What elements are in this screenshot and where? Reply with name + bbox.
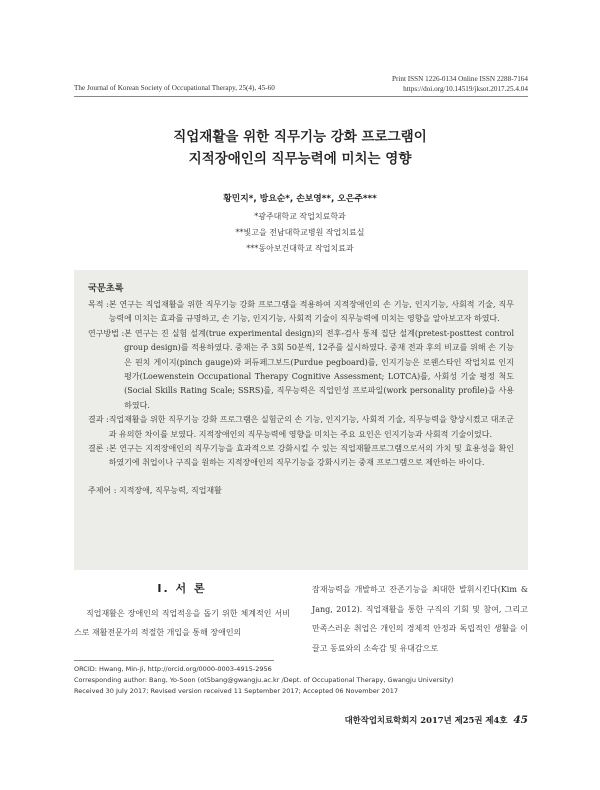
section-heading-introduction: Ⅰ. 서 론 xyxy=(157,582,207,595)
abstract-methods-label: 연구방법 : xyxy=(88,328,125,338)
footnote-divider xyxy=(74,660,274,661)
issn-text: Print ISSN 1226-0134 Online ISSN 2288-7164 xyxy=(392,75,528,83)
footer-journal: 대한작업치료학회지 2017년 제25권 제4호 xyxy=(344,715,508,725)
footnote-dates: Received 30 July 2017; Revised version received 11 September 2017; Accepted 06 November 2017 xyxy=(74,687,399,695)
body-column-right xyxy=(312,580,528,658)
affiliation-list xyxy=(0,209,600,257)
body-paragraph-right: 잠재능력을 개발하고 잔존기능을 최대한 발휘시킨다(Kim & Jang, 2012). 직업재활을 통한 구직의 기회 및 참여, 그리고 만족스러운 취업은 개인의 경제적 안정과 독립적인 생활을 이끌고 동료와의 소속감 및 유대감으로 xyxy=(312,585,528,653)
abstract-conclusion xyxy=(88,442,514,471)
header-divider xyxy=(74,96,528,97)
footnote-corresponding: Corresponding author: Bang, Yo-Soon (ot5bang@gwangju.ac.kr /Dept. of Occupational Therapy, Gwangju University) xyxy=(74,676,454,684)
doi-link[interactable]: https://doi.org/10.14519/jksot.2017.25.4.04 xyxy=(403,85,528,93)
body-paragraph-left: 직업재활은 장애인의 직업적응을 돕기 위한 체계적인 서비스로 재활전문가의 적절한 개입을 통해 장애인의 xyxy=(74,609,290,637)
author-list: 황민지*, 방요순*, 손보영**, 오은주*** xyxy=(223,194,377,204)
korean-abstract-box xyxy=(74,270,528,570)
page-footer xyxy=(345,714,528,726)
abstract-results-text: 직업재활을 위한 직무기능 강화 프로그램은 실험군의 손 기능, 인지기능, 사회적 기술, 직무능력을 향상시켰고 대조군과 유의한 차이를 보였다. 지적장애인의 직무능력에 영향을 미치는 주요 요인은 인지기능과 사회적 기술이었다. xyxy=(108,415,514,439)
affiliation-3: ***동아보건대학교 작업치료과 xyxy=(246,244,354,253)
footnotes xyxy=(74,664,453,697)
abstract-keywords: 주제어 : 지적장애, 직무능력, 직업재활 xyxy=(88,485,222,495)
abstract-purpose xyxy=(88,298,514,327)
page-number: 45 xyxy=(513,714,528,726)
abstract-conclusion-label: 결론 : xyxy=(88,444,109,454)
abstract-purpose-label: 목적 : xyxy=(88,300,109,309)
abstract-purpose-text: 본 연구는 직업재활을 위한 직무기능 강화 프로그램을 적용하여 지적장애인의 손 기능, 인지기능, 사회적 기술, 직무능력에 미치는 효과를 규명하고, 손 기능, 인지기능, 사회적 기술이 직무능력에 미치는 영향을 알아보고자 하였다. xyxy=(108,300,514,324)
abstract-methods xyxy=(88,327,514,413)
abstract-methods-text: 본 연구는 진 실험 설계(true experimental design)의 전후-검사 통제 집단 설계(pretest-posttest control group design)를 적용하였다. 중재는 주 3회 50분씩, 12주를 실시하였다. 중재 전과 후의 비교를 위해 손 기능은 핀치 게이지(pinch gauge)와 퍼듀페그보드(Purdue pegboard)를, 인지기능은 로웬스타인 작업치료 인지평가(Loewenstein Occupational Therapy Cognitive Assessment; LOTCA)를, 사회성 기술 평정 척도(Social Skills Rating Scale; SSRS)를, 직무능력은 직업인성 프로파일(work personality profile)을 사용하였다. xyxy=(124,328,514,410)
affiliation-2: **빛고을 전남대학교병원 작업치료실 xyxy=(235,228,365,237)
title-line-2: 지적장애인의 직무능력에 미치는 영향 xyxy=(188,151,412,167)
abstract-heading: 국문초록 xyxy=(88,283,124,294)
abstract-conclusion-text: 본 연구는 지적장애인의 직무기능을 효과적으로 강화시킬 수 있는 직업재활프로그램으로서의 가치 및 효용성을 확인하였기에 취업이나 구직을 원하는 지적장애인의 직무기능을 강화시키는 중재 프로그램으로 제안하는 바이다. xyxy=(108,444,514,468)
body-column-left xyxy=(74,580,290,642)
footnote-orcid: ORCID: Hwang, Min-Ji, http://orcid.org/0000-0003-4915-2956 xyxy=(74,665,272,673)
title-line-1: 직업재활을 위한 직무기능 강화 프로그램이 xyxy=(173,129,427,145)
journal-citation: The Journal of Korean Society of Occupational Therapy, 25(4), 45-60 xyxy=(74,84,275,92)
abstract-results xyxy=(88,413,514,442)
paper-title xyxy=(0,126,600,170)
header-issn-doi xyxy=(392,74,528,94)
abstract-results-label: 결과 : xyxy=(88,415,109,425)
affiliation-1: *광주대학교 작업치료학과 xyxy=(254,212,346,221)
